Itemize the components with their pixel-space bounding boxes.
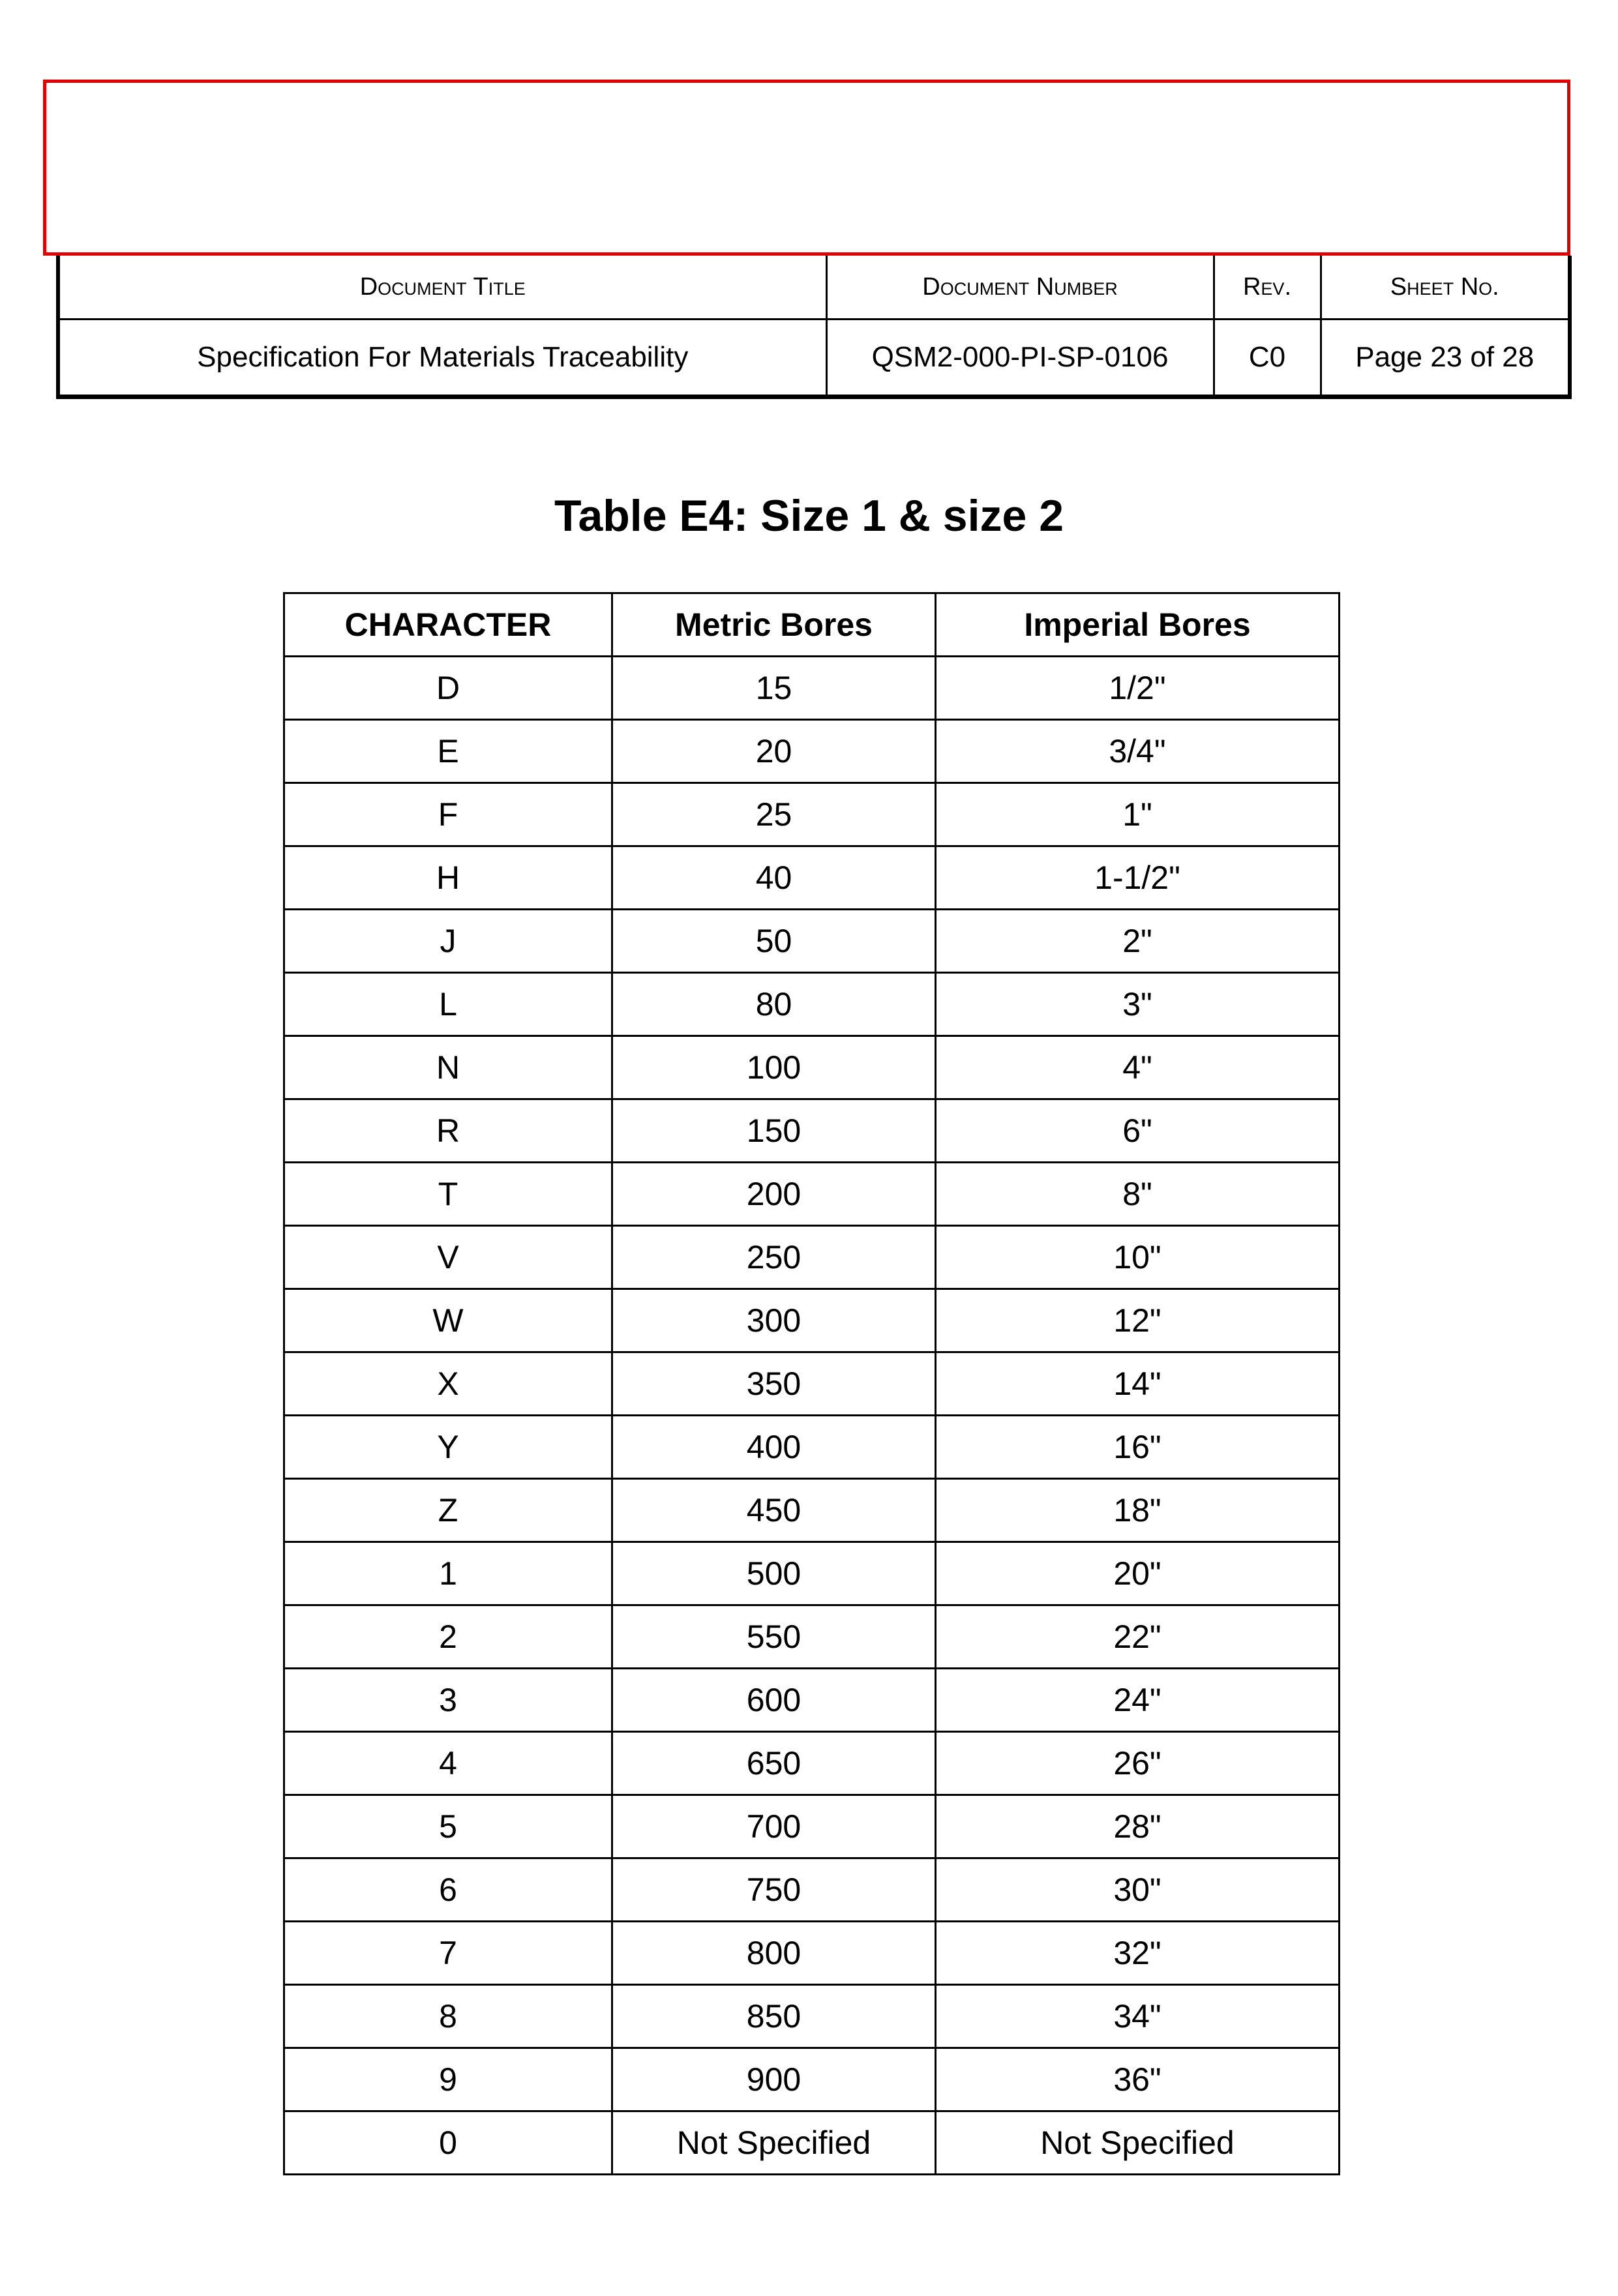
metric-bore-cell: 20 — [612, 720, 936, 783]
sheet-number-value: Page 23 of 28 — [1321, 320, 1570, 397]
table-row — [284, 720, 1340, 783]
table-row — [284, 2111, 1340, 2175]
header-value-row — [58, 320, 1570, 397]
size-table-header-row — [284, 593, 1340, 657]
imperial-bore-cell: 20" — [936, 1542, 1340, 1605]
column-header-metric-bores: Metric Bores — [612, 593, 936, 657]
column-header-character: CHARACTER — [284, 593, 612, 657]
character-cell: 9 — [284, 2048, 612, 2111]
table-row — [284, 1542, 1340, 1605]
document-number-value: QSM2-000-PI-SP-0106 — [826, 320, 1214, 397]
document-header-table — [56, 256, 1572, 399]
character-cell: T — [284, 1163, 612, 1226]
metric-bore-cell: 100 — [612, 1036, 936, 1099]
metric-bore-cell: Not Specified — [612, 2111, 936, 2175]
metric-bore-cell: 400 — [612, 1416, 936, 1479]
character-cell: R — [284, 1099, 612, 1163]
imperial-bore-cell: 28" — [936, 1795, 1340, 1858]
metric-bore-cell: 25 — [612, 783, 936, 846]
metric-bore-cell: 80 — [612, 973, 936, 1036]
imperial-bore-cell: Not Specified — [936, 2111, 1340, 2175]
table-row — [284, 1036, 1340, 1099]
table-row — [284, 2048, 1340, 2111]
character-cell: Z — [284, 1479, 612, 1542]
character-cell: N — [284, 1036, 612, 1099]
metric-bore-cell: 500 — [612, 1542, 936, 1605]
metric-bore-cell: 750 — [612, 1858, 936, 1922]
metric-bore-cell: 600 — [612, 1669, 936, 1732]
imperial-bore-cell: 18" — [936, 1479, 1340, 1542]
character-cell: 6 — [284, 1858, 612, 1922]
imperial-bore-cell: 4" — [936, 1036, 1340, 1099]
character-cell: V — [284, 1226, 612, 1289]
imperial-bore-cell: 34" — [936, 1985, 1340, 2048]
imperial-bore-cell: 1" — [936, 783, 1340, 846]
imperial-bore-cell: 24" — [936, 1669, 1340, 1732]
metric-bore-cell: 700 — [612, 1795, 936, 1858]
table-row — [284, 657, 1340, 720]
character-cell: L — [284, 973, 612, 1036]
sheet-number-label: Sheet No. — [1321, 256, 1570, 320]
character-cell: 7 — [284, 1922, 612, 1985]
character-cell: E — [284, 720, 612, 783]
metric-bore-cell: 800 — [612, 1922, 936, 1985]
size-table — [283, 592, 1340, 2175]
document-title-label: Document Title — [58, 256, 826, 320]
metric-bore-cell: 450 — [612, 1479, 936, 1542]
imperial-bore-cell: 1/2" — [936, 657, 1340, 720]
revision-label: Rev. — [1214, 256, 1321, 320]
metric-bore-cell: 650 — [612, 1732, 936, 1795]
table-row — [284, 1479, 1340, 1542]
metric-bore-cell: 350 — [612, 1352, 936, 1416]
table-row — [284, 846, 1340, 910]
character-cell: H — [284, 846, 612, 910]
table-row — [284, 1858, 1340, 1922]
metric-bore-cell: 300 — [612, 1289, 936, 1352]
metric-bore-cell: 150 — [612, 1099, 936, 1163]
document-title-value: Specification For Materials Traceability — [58, 320, 826, 397]
metric-bore-cell: 40 — [612, 846, 936, 910]
table-row — [284, 1922, 1340, 1985]
metric-bore-cell: 15 — [612, 657, 936, 720]
imperial-bore-cell: 32" — [936, 1922, 1340, 1985]
table-row — [284, 1795, 1340, 1858]
table-row — [284, 1985, 1340, 2048]
character-cell: 5 — [284, 1795, 612, 1858]
character-cell: 4 — [284, 1732, 612, 1795]
imperial-bore-cell: 3/4" — [936, 720, 1340, 783]
imperial-bore-cell: 16" — [936, 1416, 1340, 1479]
table-row — [284, 1099, 1340, 1163]
table-row — [284, 1226, 1340, 1289]
imperial-bore-cell: 10" — [936, 1226, 1340, 1289]
imperial-bore-cell: 12" — [936, 1289, 1340, 1352]
character-cell: W — [284, 1289, 612, 1352]
table-row — [284, 1605, 1340, 1669]
imperial-bore-cell: 1-1/2" — [936, 846, 1340, 910]
table-row — [284, 783, 1340, 846]
character-cell: F — [284, 783, 612, 846]
imperial-bore-cell: 26" — [936, 1732, 1340, 1795]
character-cell: Y — [284, 1416, 612, 1479]
imperial-bore-cell: 3" — [936, 973, 1340, 1036]
imperial-bore-cell: 30" — [936, 1858, 1340, 1922]
metric-bore-cell: 900 — [612, 2048, 936, 2111]
redacted-logo-area — [43, 80, 1570, 256]
character-cell: 0 — [284, 2111, 612, 2175]
imperial-bore-cell: 14" — [936, 1352, 1340, 1416]
character-cell: 2 — [284, 1605, 612, 1669]
table-row — [284, 1416, 1340, 1479]
character-cell: D — [284, 657, 612, 720]
character-cell: J — [284, 910, 612, 973]
imperial-bore-cell: 6" — [936, 1099, 1340, 1163]
metric-bore-cell: 850 — [612, 1985, 936, 2048]
imperial-bore-cell: 36" — [936, 2048, 1340, 2111]
character-cell: 3 — [284, 1669, 612, 1732]
table-row — [284, 1732, 1340, 1795]
table-row — [284, 1352, 1340, 1416]
imperial-bore-cell: 22" — [936, 1605, 1340, 1669]
imperial-bore-cell: 8" — [936, 1163, 1340, 1226]
document-number-label: Document Number — [826, 256, 1214, 320]
metric-bore-cell: 200 — [612, 1163, 936, 1226]
table-row — [284, 1163, 1340, 1226]
metric-bore-cell: 250 — [612, 1226, 936, 1289]
revision-value: C0 — [1214, 320, 1321, 397]
character-cell: 8 — [284, 1985, 612, 2048]
table-row — [284, 1289, 1340, 1352]
table-row — [284, 910, 1340, 973]
metric-bore-cell: 550 — [612, 1605, 936, 1669]
character-cell: 1 — [284, 1542, 612, 1605]
table-title: Table E4: Size 1 & size 2 — [554, 491, 1064, 541]
table-row — [284, 973, 1340, 1036]
imperial-bore-cell: 2" — [936, 910, 1340, 973]
table-row — [284, 1669, 1340, 1732]
character-cell: X — [284, 1352, 612, 1416]
metric-bore-cell: 50 — [612, 910, 936, 973]
header-label-row — [58, 256, 1570, 320]
column-header-imperial-bores: Imperial Bores — [936, 593, 1340, 657]
